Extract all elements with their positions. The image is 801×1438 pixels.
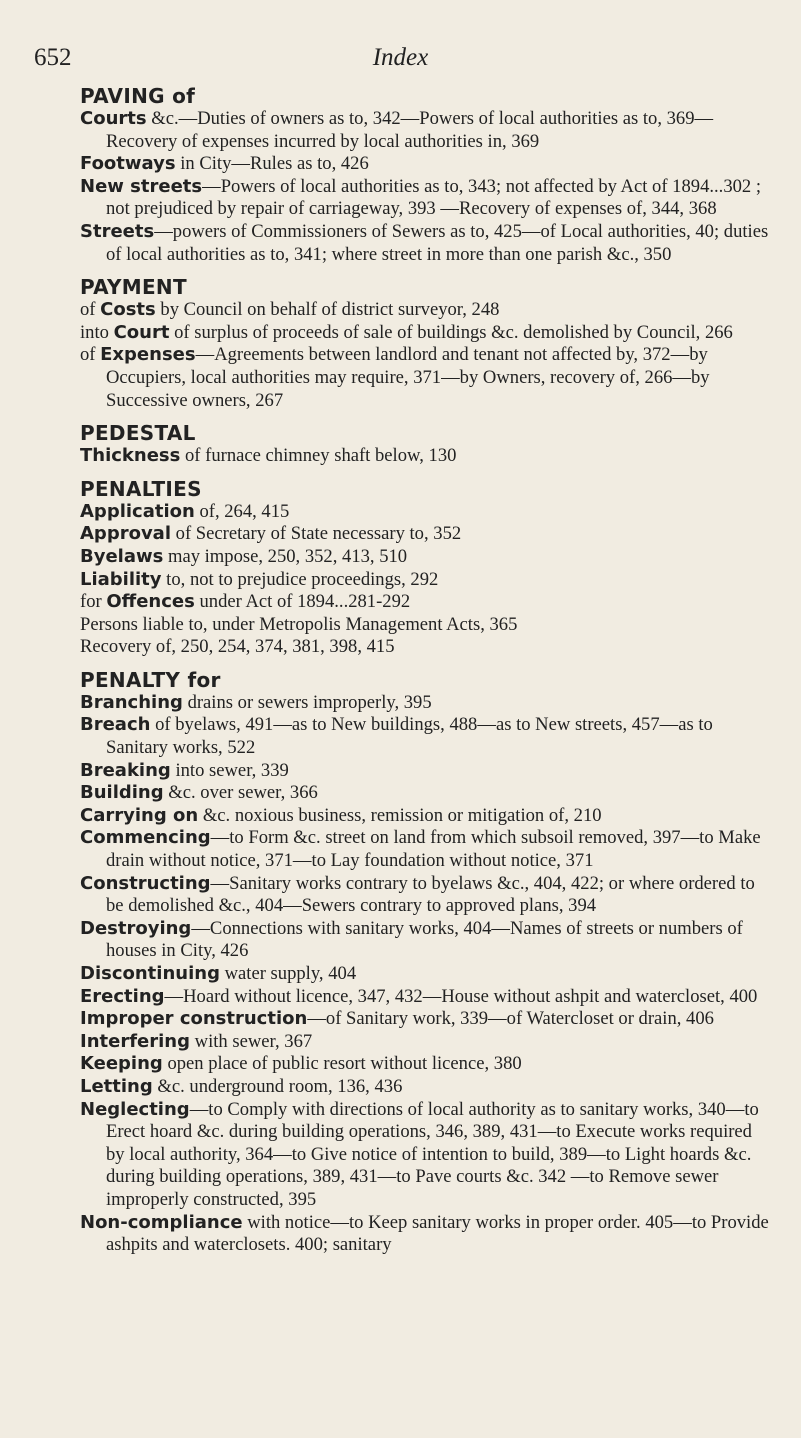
entry-text: Recovery of, 250, 254, 374, 381, 398, 415 <box>80 636 395 658</box>
index-entry <box>80 636 773 659</box>
entry-term: New streets <box>80 175 203 197</box>
index-entry <box>80 1212 773 1257</box>
entry-text: with sewer, 367 <box>190 1030 313 1052</box>
entry-term: Breach <box>80 714 151 736</box>
entry-term: Building <box>80 782 164 804</box>
entry-text: in City—Rules as to, 426 <box>175 153 369 175</box>
index-section <box>80 421 773 468</box>
entry-text: &c. underground room, 136, 436 <box>152 1075 403 1097</box>
index-entry <box>80 108 773 153</box>
index-entry <box>80 918 773 963</box>
index-entry <box>80 1031 773 1054</box>
index-entry <box>80 569 773 592</box>
entry-term: Approval <box>80 523 171 545</box>
entry-text: —to Comply with directions of local authority as to sanitary works, 340—to Erect hoard &c. during building operations, 346, 389, 431—to Execute works required by local authority, 364—to Give notice of intention to build, 389—to Light hoards &c. during building operations, 389, 431—to Pave courts &c. 342 —to Remove sewer improperly constructed, 395 <box>106 1098 759 1210</box>
index-entry <box>80 445 773 468</box>
entry-prefix: of <box>80 344 101 366</box>
section-heading: PEDESTAL <box>80 421 196 446</box>
index-entry <box>80 614 773 637</box>
entry-text: to, not to prejudice proceedings, 292 <box>161 568 439 590</box>
entry-text: of surplus of proceeds of sale of buildings &c. demolished by Council, 266 <box>169 321 733 343</box>
entry-text: by Council on behalf of district surveyor, 248 <box>155 299 500 321</box>
index-entry <box>80 692 773 715</box>
entry-term: Application <box>80 500 195 522</box>
section-heading: PENALTIES <box>80 476 202 501</box>
index-entry <box>80 176 773 221</box>
entry-text: with notice—to Keep sanitary works in proper order. 405—to Provide ashpits and waterclosets. 400; sanitary <box>106 1211 769 1256</box>
entry-text: open place of public resort without licence, 380 <box>162 1053 522 1075</box>
index-entry <box>80 322 773 345</box>
index-section <box>80 477 773 659</box>
index-entry <box>80 153 773 176</box>
section-heading: PAYMENT <box>80 275 187 300</box>
entry-term: Neglecting <box>80 1098 190 1120</box>
index-entry <box>80 873 773 918</box>
index-entry <box>80 221 773 266</box>
entry-text: —to Form &c. street on land from which subsoil removed, 397—to Make drain without notice, 371—to Lay foundation without notice, 371 <box>106 827 761 872</box>
entry-text: —Connections with sanitary works, 404—Names of streets or numbers of houses in City, 426 <box>106 917 743 962</box>
entry-text: &c. noxious business, remission or mitigation of, 210 <box>198 804 602 826</box>
entry-term: Offences <box>106 591 195 613</box>
index-entry <box>80 1099 773 1212</box>
entry-text: —Agreements between landlord and tenant not affected by, 372—by Occupiers, local authorities may require, 371—by Owners, recovery of, 266—by Successive owners, 267 <box>106 344 710 411</box>
entry-text: Persons liable to, under Metropolis Management Acts, 365 <box>80 613 518 635</box>
index-entry <box>80 344 773 412</box>
index-entry <box>80 523 773 546</box>
index-entry <box>80 782 773 805</box>
index-entry <box>80 546 773 569</box>
section-heading: PENALTY for <box>80 667 221 692</box>
index-entry <box>80 1053 773 1076</box>
entry-text: drains or sewers improperly, 395 <box>182 691 432 713</box>
entry-term: Liability <box>80 568 162 590</box>
entry-term: Interfering <box>80 1030 190 1052</box>
page-header <box>34 44 767 78</box>
entry-text: —Sanitary works contrary to byelaws &c., 404, 422; or where ordered to be demolished &c., 404—Sewers contrary to approved plans, 394 <box>106 872 755 917</box>
entry-prefix: of <box>80 299 101 321</box>
section-heading: PAVING of <box>80 84 196 108</box>
index-entry <box>80 714 773 759</box>
entry-term: Constructing <box>80 872 211 894</box>
index-entry <box>80 299 773 322</box>
index-entry <box>80 827 773 872</box>
entry-text: —powers of Commissioners of Sewers as to, 425—of Local authorities, 40; duties of local authorities as to, 341; where street in more than one parish &c., 350 <box>106 220 769 265</box>
entry-text: under Act of 1894...281-292 <box>194 591 411 613</box>
index-entry <box>80 963 773 986</box>
entry-term: Improper construction <box>80 1008 308 1030</box>
entry-term: Non-compliance <box>80 1211 243 1233</box>
entry-term: Footways <box>80 153 176 175</box>
index-entry <box>80 986 773 1009</box>
index-entry <box>80 1076 773 1099</box>
entry-term: Carrying on <box>80 804 199 826</box>
entry-prefix: into <box>80 321 114 343</box>
index-entry <box>80 1008 773 1031</box>
entry-text: &c. over sewer, 366 <box>163 782 318 804</box>
entry-term: Letting <box>80 1075 153 1097</box>
entry-text: —Powers of local authorities as to, 343; not affected by Act of 1894...302 ; not prejudiced by repair of carriageway, 393 —Recovery of expenses of, 344, 368 <box>106 175 762 220</box>
entry-text: into sewer, 339 <box>170 759 289 781</box>
entry-term: Keeping <box>80 1053 163 1075</box>
entry-text: of, 264, 415 <box>194 500 290 522</box>
entry-text: —Hoard without licence, 347, 432—House without ashpit and watercloset, 400 <box>164 985 758 1007</box>
entry-text: of byelaws, 491—as to New buildings, 488—as to New streets, 457—as to Sanitary works, 522 <box>106 714 713 759</box>
entry-term: Costs <box>100 299 156 321</box>
entry-term: Streets <box>80 220 155 242</box>
entry-term: Court <box>113 321 170 343</box>
running-head: Index <box>372 44 429 71</box>
entry-term: Branching <box>80 691 183 713</box>
index-section <box>80 275 773 412</box>
index-entry <box>80 501 773 524</box>
entry-term: Destroying <box>80 917 192 939</box>
entry-term: Erecting <box>80 985 165 1007</box>
entry-prefix: for <box>80 591 107 613</box>
index-content <box>80 84 773 1266</box>
page-number: 652 <box>34 44 72 71</box>
index-entry <box>80 805 773 828</box>
entry-term: Expenses <box>100 344 196 366</box>
entry-term: Courts <box>80 108 147 129</box>
entry-term: Breaking <box>80 759 171 781</box>
index-entry <box>80 760 773 783</box>
entry-text: of Secretary of State necessary to, 352 <box>171 523 462 545</box>
entry-term: Commencing <box>80 827 211 849</box>
entry-text: &c.—Duties of owners as to, 342—Powers of local authorities as to, 369—Recovery of expenses incurred by local authorities in, 369 <box>106 108 714 152</box>
index-section <box>80 84 773 266</box>
entry-term: Discontinuing <box>80 963 220 984</box>
entry-term: Thickness <box>80 445 181 467</box>
entry-text: water supply, 404 <box>219 963 357 984</box>
index-entry <box>80 591 773 614</box>
index-section <box>80 668 773 1257</box>
entry-text: —of Sanitary work, 339—of Watercloset or drain, 406 <box>307 1008 714 1030</box>
entry-text: may impose, 250, 352, 413, 510 <box>163 545 408 567</box>
entry-term: Byelaws <box>80 545 164 567</box>
entry-text: of furnace chimney shaft below, 130 <box>180 445 457 467</box>
